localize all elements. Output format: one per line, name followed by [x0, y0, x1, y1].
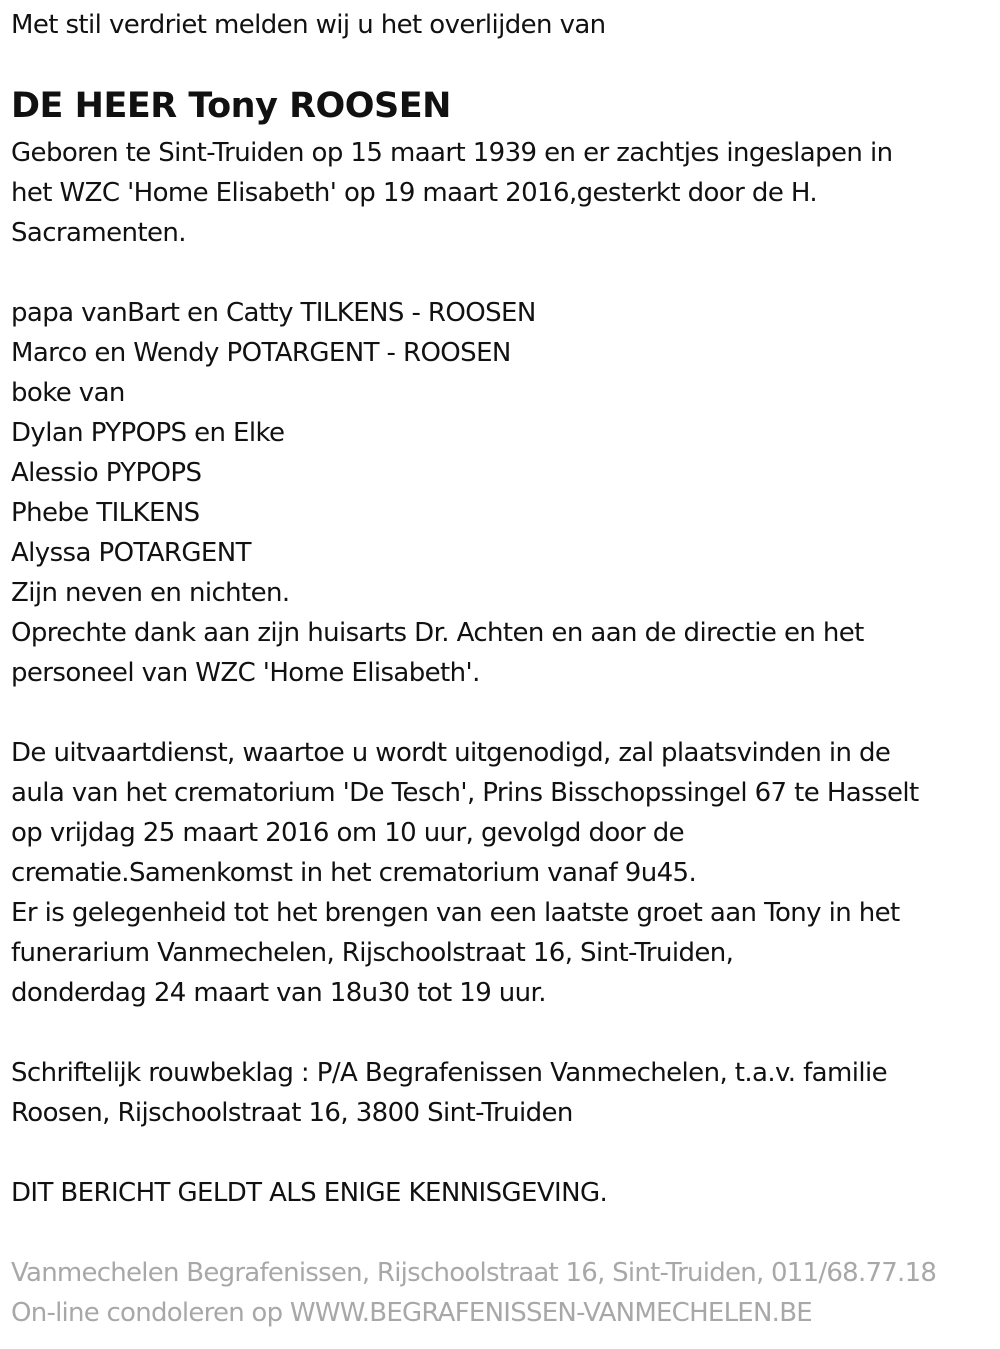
birth-death-paragraph	[11, 133, 892, 253]
family-line: Dylan PYPOPS en Elke	[11, 418, 285, 448]
family-line: Zijn neven en nichten.	[11, 578, 290, 608]
family-line: Alessio PYPOPS	[11, 458, 202, 488]
service-line: Er is gelegenheid tot het brengen van een laatste groet aan Tony in het	[11, 898, 900, 928]
birth-line: Sacramenten.	[11, 218, 186, 248]
funeral-service-paragraph	[11, 733, 919, 1013]
thanks-line: Oprechte dank aan zijn huisarts Dr. Achten en aan de directie en het	[11, 618, 864, 648]
family-line: Phebe TILKENS	[11, 498, 200, 528]
service-line: op vrijdag 25 maart 2016 om 10 uur, gevolgd door de	[11, 818, 685, 848]
family-line: Alyssa POTARGENT	[11, 538, 251, 568]
thanks-line: personeel van WZC 'Home Elisabeth'.	[11, 658, 480, 688]
footer-website-line: On-line condoleren op WWW.BEGRAFENISSEN-VANMECHELEN.BE	[11, 1298, 812, 1328]
service-line: aula van het crematorium 'De Tesch', Prins Bisschopssingel 67 te Hasselt	[11, 778, 919, 808]
mail-line: Roosen, Rijschoolstraat 16, 3800 Sint-Truiden	[11, 1098, 573, 1128]
family-line: papa vanBart en Catty TILKENS - ROOSEN	[11, 298, 536, 328]
intro-text: Met stil verdriet melden wij u het overlijden van	[11, 10, 606, 40]
service-line: funerarium Vanmechelen, Rijschoolstraat 16, Sint-Truiden,	[11, 938, 734, 968]
service-line: De uitvaartdienst, waartoe u wordt uitgenodigd, zal plaatsvinden in de	[11, 738, 891, 768]
birth-line: het WZC 'Home Elisabeth' op 19 maart 2016,gesterkt door de H.	[11, 178, 818, 208]
footer-contact-line: Vanmechelen Begrafenissen, Rijschoolstraat 16, Sint-Truiden, 011/68.77.18	[11, 1258, 937, 1288]
mail-line: Schriftelijk rouwbeklag : P/A Begrafenissen Vanmechelen, t.a.v. familie	[11, 1058, 888, 1088]
deceased-name-title: DE HEER Tony ROOSEN	[11, 86, 451, 126]
service-line: donderdag 24 maart van 18u30 tot 19 uur.	[11, 978, 546, 1008]
condolence-address-paragraph	[11, 1053, 887, 1133]
notice-line: DIT BERICHT GELDT ALS ENIGE KENNISGEVING.	[11, 1178, 608, 1208]
family-line: boke van	[11, 378, 125, 408]
family-list	[11, 293, 864, 693]
service-line: crematie.Samenkomst in het crematorium vanaf 9u45.	[11, 858, 697, 888]
funeral-home-footer	[11, 1253, 936, 1333]
birth-line: Geboren te Sint-Truiden op 15 maart 1939 en er zachtjes ingeslapen in	[11, 138, 893, 168]
family-line: Marco en Wendy POTARGENT - ROOSEN	[11, 338, 511, 368]
official-notice	[11, 1173, 607, 1213]
